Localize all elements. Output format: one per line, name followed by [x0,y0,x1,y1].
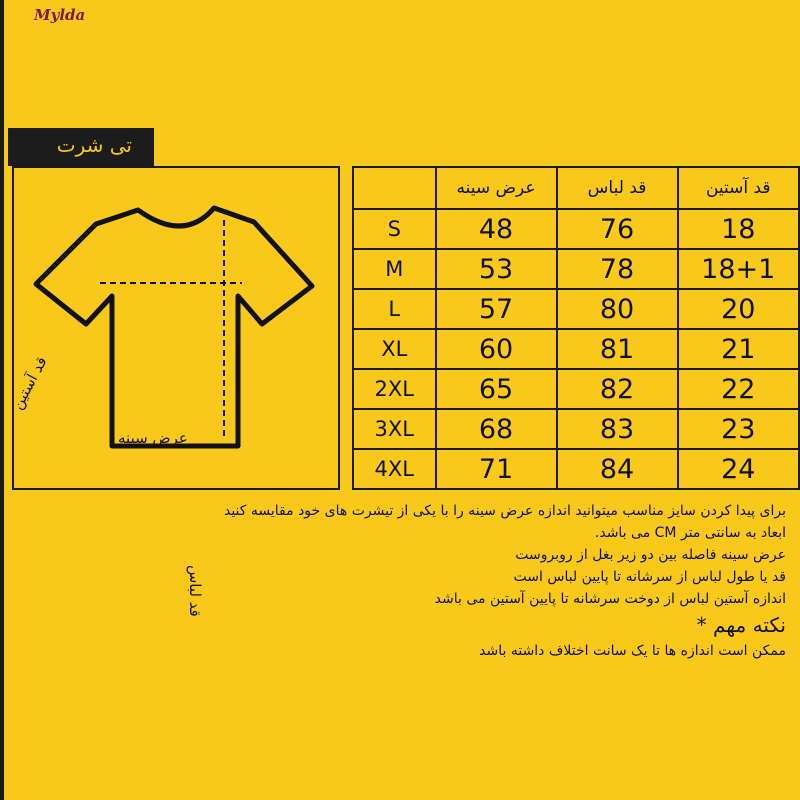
size-guide-page [4,0,800,800]
sleeve-cell: 22 [678,369,799,409]
chest-width-label: عرض سینه [118,429,188,447]
size-cell: 2XL [353,369,436,409]
brand-logo: Mylda [34,6,86,24]
chest-cell: 68 [436,409,557,449]
size-cell: S [353,209,436,249]
chest-cell: 71 [436,449,557,489]
table-row [353,249,799,289]
note-line: اندازه آستین لباس از دوخت سرشانه تا پایین آستین می باشد [434,591,786,607]
sleeve-cell: 18 [678,209,799,249]
note-line: عرض سینه فاصله بین دو زیر بغل از روبروست [515,547,786,563]
length-cell: 82 [557,369,678,409]
note-line: ممکن است اندازه ها تا یک سانت اختلاف داشته باشد [479,643,786,659]
title-bar [8,128,154,166]
table-row [353,209,799,249]
size-cell: 3XL [353,409,436,449]
table-row [353,369,799,409]
sleeve-cell: 20 [678,289,799,329]
note-line: ابعاد به سانتی متر CM می باشد. [594,525,786,541]
tshirt-diagram [8,166,340,617]
garment-length-label: قد لباس [186,565,204,617]
size-cell: L [353,289,436,329]
note-line: برای پیدا کردن سایز مناسب میتوانید اندازه عرض سینه را با یکی از تیشرت های خود مقایسه کنید [223,503,786,519]
header-chest: عرض سینه [436,167,557,209]
length-cell: 80 [557,289,678,329]
page-title: تی شرت [56,133,132,157]
table-row [353,289,799,329]
note-line: قد یا طول لباس از سرشانه تا پایین لباس است [513,569,786,585]
sleeve-cell: 21 [678,329,799,369]
size-table [352,166,800,490]
size-cell: M [353,249,436,289]
length-cell: 83 [557,409,678,449]
header-length: قد لباس [557,167,678,209]
important-note-heading: نکته مهم * [696,613,786,637]
sleeve-length-label: قد آستین [8,353,51,413]
table-header-row [353,167,799,209]
size-cell: 4XL [353,449,436,489]
table-row [353,409,799,449]
length-cell: 76 [557,209,678,249]
header-size [353,167,436,209]
chest-cell: 57 [436,289,557,329]
length-cell: 78 [557,249,678,289]
length-cell: 84 [557,449,678,489]
header-sleeve: قد آستین [678,167,799,209]
table-row [353,449,799,489]
chest-cell: 60 [436,329,557,369]
sleeve-cell: 24 [678,449,799,489]
chest-cell: 53 [436,249,557,289]
sleeve-cell: 18+1 [678,249,799,289]
length-cell: 81 [557,329,678,369]
chest-cell: 48 [436,209,557,249]
size-cell: XL [353,329,436,369]
size-notes [6,500,786,662]
table-row [353,329,799,369]
chest-cell: 65 [436,369,557,409]
sleeve-cell: 23 [678,409,799,449]
